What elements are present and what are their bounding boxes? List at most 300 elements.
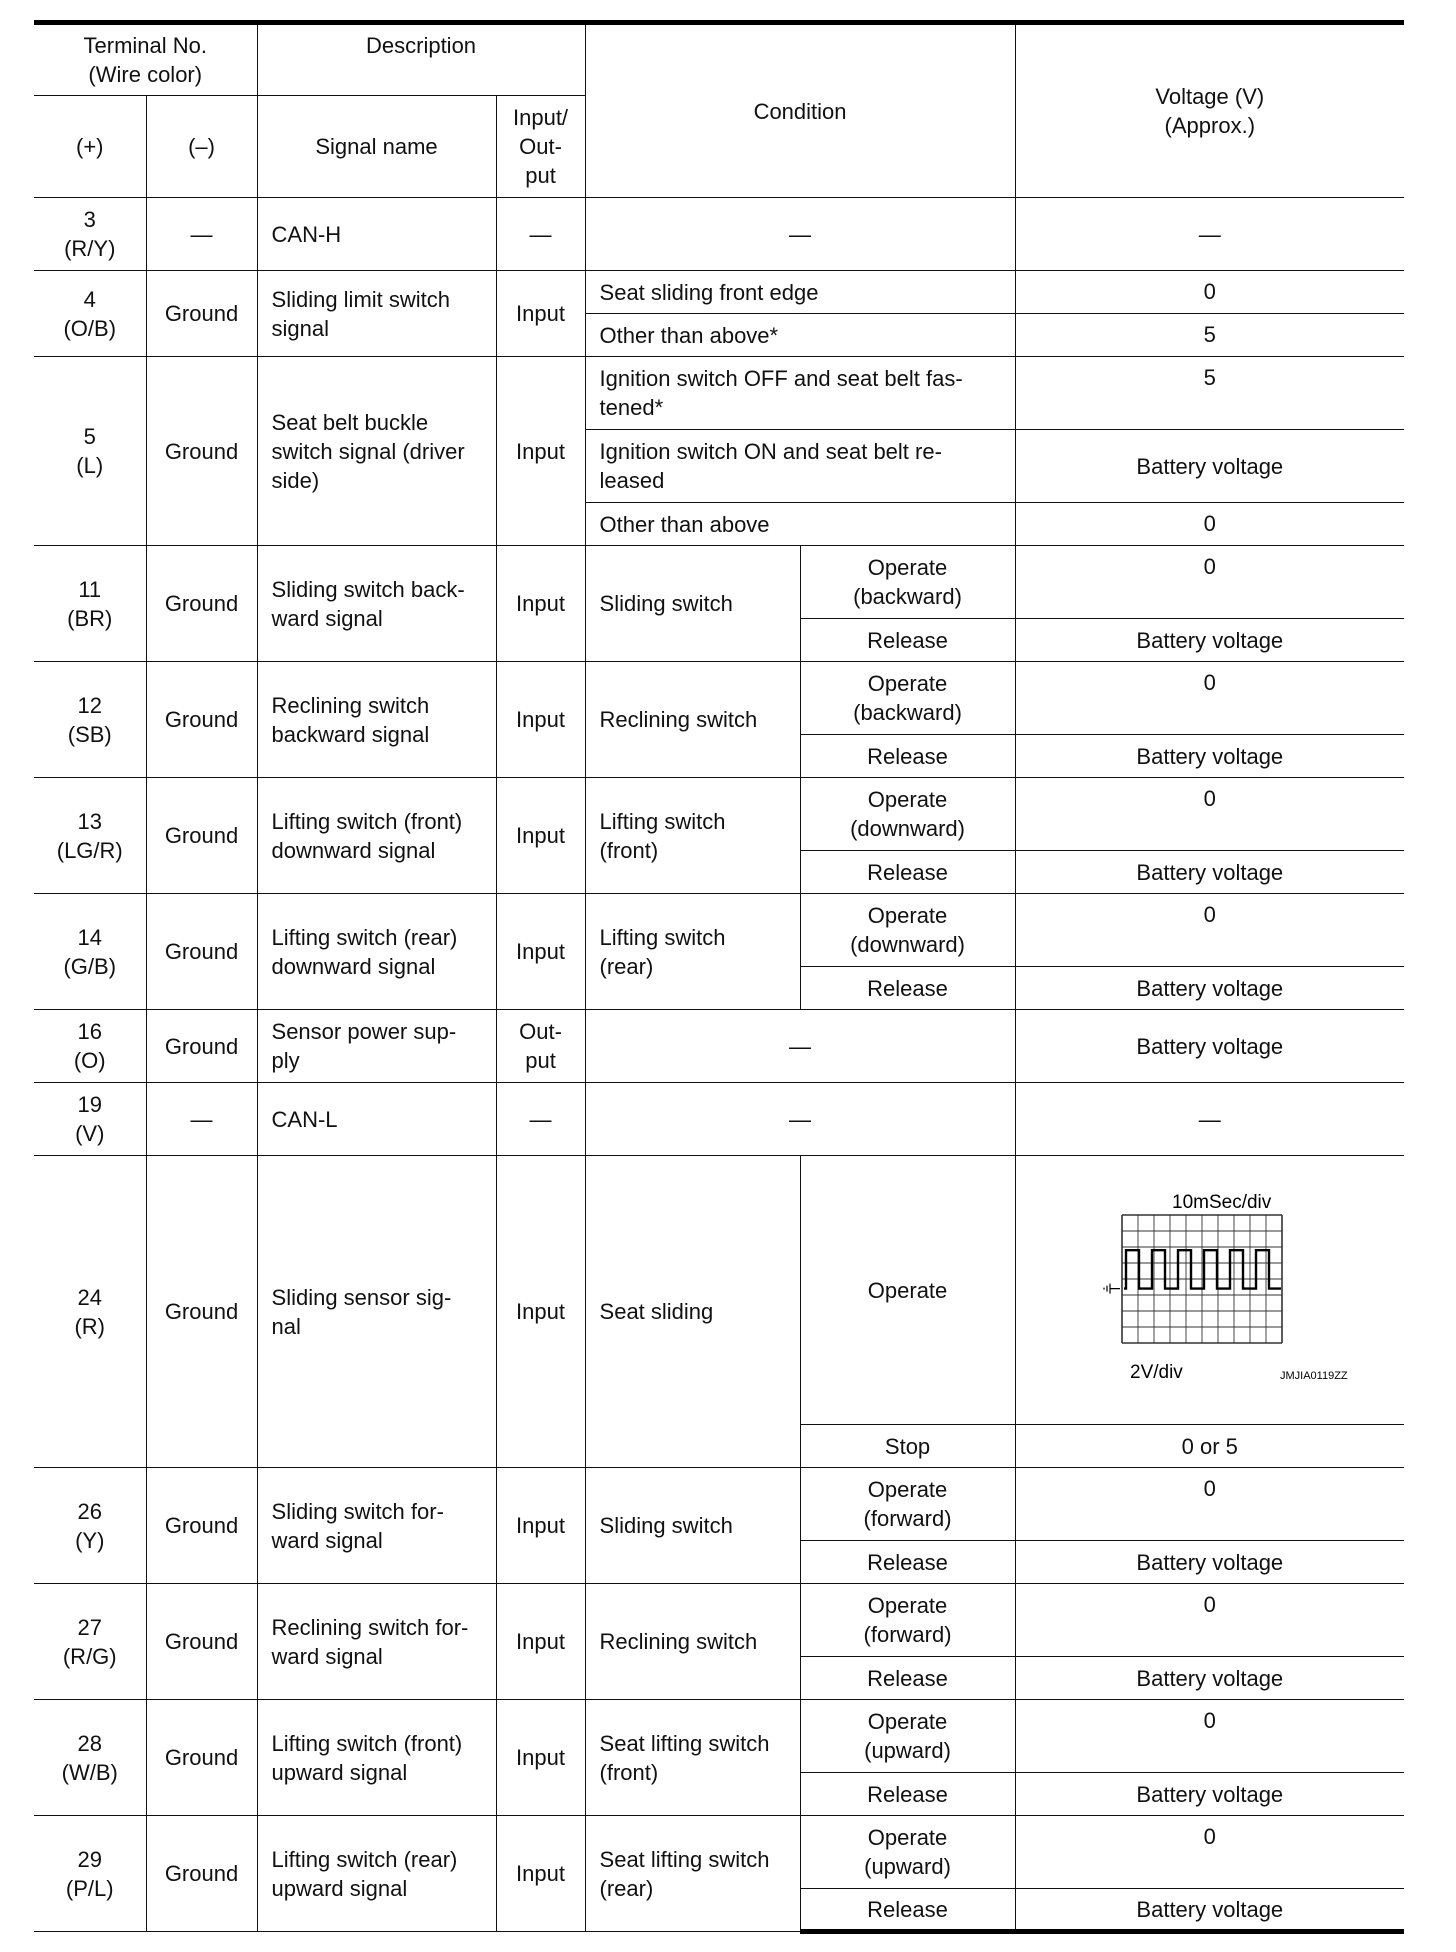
minus-cell [146, 1816, 257, 1932]
io-cell-line: Input [516, 823, 565, 848]
minus-cell-line: Ground [164, 707, 239, 732]
volt-div-label: 2V/div [1129, 1361, 1183, 1383]
header-minus: (–) [146, 96, 257, 198]
signal-name-cell-line: downward signal [271, 837, 436, 863]
condition-cell-line: Seat sliding front edge [599, 279, 819, 305]
condition-cell [585, 1010, 1015, 1083]
terminal-cell-line: (W/B) [61, 1759, 118, 1785]
state-cell-line: Release [867, 859, 948, 885]
voltage-cell [1015, 1816, 1404, 1889]
state-cell [800, 1657, 1015, 1700]
voltage-cell-line: Battery voltage [1136, 1549, 1284, 1575]
state-cell-line: (upward) [864, 1854, 951, 1879]
io-cell-line: Input [516, 1745, 565, 1770]
minus-cell-line: Ground [164, 823, 239, 848]
condition-cell-line: Sliding switch [599, 1513, 733, 1538]
condition-cell-line: Other than above* [599, 322, 779, 348]
condition-cell-line: Sliding switch [599, 591, 733, 616]
header-description: Description [257, 23, 585, 96]
signal-name-cell [257, 271, 496, 357]
voltage-cell-line: 0 [1203, 902, 1216, 927]
condition-cell [585, 1083, 1015, 1156]
condition-cell-line: Ignition switch OFF and seat belt fas- [599, 366, 963, 391]
state-cell-line: (backward) [853, 584, 962, 609]
voltage-cell-line: 0 or 5 [1181, 1433, 1238, 1459]
voltage-cell [1015, 1541, 1404, 1584]
signal-name-cell-line: ply [271, 1048, 300, 1073]
minus-cell-line: — [190, 221, 213, 247]
state-cell [800, 851, 1015, 894]
signal-name-cell-line: ward signal [271, 1643, 383, 1669]
signal-name-cell [257, 1156, 496, 1468]
header-condition: Condition [585, 23, 1015, 198]
minus-cell-line: Ground [164, 591, 239, 616]
state-cell [800, 1773, 1015, 1816]
signal-name-cell-line: Lifting switch (front) [271, 808, 463, 834]
condition-cell [585, 314, 1015, 357]
ground-symbol-icon [1104, 1283, 1120, 1293]
signal-name-cell-line: Seat belt buckle [271, 409, 429, 435]
signal-name-cell-line: ward signal [271, 605, 383, 631]
condition-cell-line: tened* [599, 395, 664, 420]
terminal-cell-line: (BR) [67, 605, 113, 631]
terminal-cell-line: (P/L) [65, 1875, 114, 1901]
terminal-cell [34, 662, 146, 778]
signal-name-cell [257, 1816, 496, 1932]
voltage-cell [1015, 198, 1404, 271]
header-io: Input/ Out- put [496, 96, 585, 198]
voltage-cell [1015, 1425, 1404, 1468]
terminal-cell-line: 14 [77, 924, 102, 950]
io-cell-line: put [525, 1048, 556, 1073]
io-cell-line: Input [516, 1629, 565, 1654]
minus-cell-line: Ground [164, 438, 239, 464]
terminal-cell-line: 28 [77, 1730, 102, 1756]
terminal-cell-line: 29 [77, 1846, 102, 1872]
state-cell-line: Release [867, 627, 948, 653]
io-cell [496, 357, 585, 546]
signal-name-cell-line: upward signal [271, 1875, 408, 1901]
voltage-cell [1015, 1700, 1404, 1773]
voltage-cell-line: 5 [1203, 322, 1216, 347]
table-row [34, 271, 1404, 314]
voltage-cell-line: 0 [1203, 1708, 1216, 1733]
condition-cell [585, 1468, 800, 1584]
voltage-cell [1015, 967, 1404, 1010]
state-cell-line: Release [867, 975, 948, 1001]
table-row [34, 357, 1404, 430]
io-cell-line: Input [516, 707, 565, 732]
minus-cell [146, 1468, 257, 1584]
header-voltage: Voltage (V) (Approx.) [1015, 23, 1404, 198]
io-cell [496, 198, 585, 271]
voltage-cell-line: 0 [1203, 786, 1216, 811]
signal-name-cell-line: switch signal (driver [271, 438, 465, 464]
state-cell-line: Release [867, 743, 948, 769]
io-cell-line: Input [516, 438, 565, 464]
condition-cell [585, 1816, 800, 1932]
terminal-cell-line: (LG/R) [56, 837, 123, 863]
voltage-cell [1015, 778, 1404, 851]
minus-cell [146, 1156, 257, 1468]
state-cell [800, 1700, 1015, 1773]
voltage-cell [1015, 1889, 1404, 1932]
condition-cell [585, 546, 800, 662]
signal-name-cell-line: signal [271, 315, 329, 341]
signal-name-cell-line: Lifting switch (rear) [271, 924, 458, 950]
table-row [34, 1700, 1404, 1773]
signal-name-cell [257, 198, 496, 271]
condition-cell [585, 271, 1015, 314]
voltage-cell [1015, 430, 1404, 503]
state-cell-line: Stop [884, 1433, 931, 1459]
minus-cell [146, 271, 257, 357]
signal-name-cell-line: Sliding sensor sig- [271, 1284, 452, 1310]
voltage-cell [1015, 1010, 1404, 1083]
signal-name-cell [257, 662, 496, 778]
voltage-cell [1015, 357, 1404, 430]
minus-cell-line: — [190, 1106, 213, 1132]
state-cell-line: (backward) [853, 700, 962, 725]
state-cell [800, 778, 1015, 851]
table-row [34, 894, 1404, 967]
terminal-cell [34, 1700, 146, 1816]
signal-name-cell-line: downward signal [271, 953, 436, 979]
state-cell-line: Release [867, 1896, 948, 1922]
signal-name-cell-line: Reclining switch for- [271, 1614, 469, 1640]
header-signal-name: Signal name [257, 96, 496, 198]
io-cell [496, 662, 585, 778]
table-body [34, 198, 1404, 1932]
signal-name-cell [257, 894, 496, 1010]
terminal-cell-line: (O/B) [63, 315, 117, 341]
table-row [34, 1468, 1404, 1541]
table-row [34, 1156, 1404, 1425]
state-cell-line: Release [867, 1665, 948, 1691]
voltage-cell-line: Battery voltage [1136, 453, 1284, 479]
condition-cell-line: Seat lifting switch [599, 1730, 770, 1756]
voltage-cell-line: 0 [1203, 554, 1216, 579]
voltage-cell [1015, 1083, 1404, 1156]
terminal-cell-line: 5 [83, 424, 96, 449]
terminal-cell-line: 4 [83, 286, 96, 312]
voltage-waveform-cell [1015, 1156, 1404, 1425]
io-cell [496, 1010, 585, 1083]
table-row [34, 778, 1404, 851]
terminal-cell [34, 1083, 146, 1156]
minus-cell-line: Ground [164, 939, 239, 964]
signal-name-cell [257, 1083, 496, 1156]
minus-cell [146, 778, 257, 894]
condition-cell-line: (front) [599, 1759, 659, 1785]
terminal-cell-line: 27 [77, 1614, 102, 1640]
table-row [34, 1584, 1404, 1657]
state-cell [800, 967, 1015, 1010]
voltage-cell [1015, 314, 1404, 357]
io-cell [496, 778, 585, 894]
voltage-cell-line: 0 [1203, 1476, 1216, 1501]
waveform-trace [1124, 1250, 1281, 1288]
condition-cell-line: Lifting switch [599, 924, 726, 950]
signal-name-cell-line: CAN-H [271, 221, 342, 247]
voltage-cell [1015, 1584, 1404, 1657]
state-cell-line: Operate [867, 555, 948, 580]
voltage-cell-line: 0 [1203, 1592, 1216, 1617]
signal-name-cell-line: Lifting switch (rear) [271, 1846, 458, 1872]
terminal-cell [34, 271, 146, 357]
condition-cell [585, 198, 1015, 271]
condition-cell [585, 503, 1015, 546]
terminal-cell-line: 24 [77, 1284, 102, 1310]
minus-cell [146, 1584, 257, 1700]
signal-name-cell [257, 546, 496, 662]
state-cell-line: Operate [867, 671, 948, 696]
signal-name-cell [257, 1584, 496, 1700]
voltage-cell [1015, 1468, 1404, 1541]
io-cell [496, 271, 585, 357]
minus-cell-line: Ground [164, 1745, 239, 1770]
terminal-cell-line: 12 [77, 692, 102, 718]
terminal-cell-line: 26 [77, 1498, 102, 1524]
table-row [34, 1010, 1404, 1083]
condition-cell-line: Seat lifting switch [599, 1846, 770, 1872]
terminal-cell-line: 16 [77, 1019, 102, 1044]
io-cell-line: Out- [519, 1019, 562, 1044]
minus-cell [146, 662, 257, 778]
voltage-cell [1015, 735, 1404, 778]
table-row [34, 1083, 1404, 1156]
io-cell [496, 894, 585, 1010]
scope-grid [1122, 1215, 1282, 1343]
minus-cell-line: Ground [164, 1299, 239, 1324]
minus-cell-line: Ground [164, 301, 239, 326]
header-terminal-no: Terminal No. (Wire color) [34, 23, 257, 96]
minus-cell-line: Ground [164, 1629, 239, 1654]
condition-cell [585, 1156, 800, 1468]
state-cell [800, 735, 1015, 778]
state-cell [800, 546, 1015, 619]
signal-name-cell-line: Sliding switch for- [271, 1498, 444, 1524]
state-cell [800, 619, 1015, 662]
terminal-cell-line: (O) [73, 1048, 106, 1073]
io-cell-line: Input [516, 1861, 565, 1886]
state-cell-line: (forward) [863, 1506, 952, 1531]
signal-name-cell-line: nal [271, 1313, 301, 1339]
terminal-cell [34, 894, 146, 1010]
condition-cell [585, 662, 800, 778]
minus-cell [146, 1010, 257, 1083]
minus-cell-line: Ground [164, 1033, 239, 1059]
terminal-cell-line: (G/B) [63, 953, 117, 979]
state-cell [800, 1541, 1015, 1584]
signal-name-cell-line: Reclining switch [271, 692, 430, 718]
state-cell-line: Operate [867, 1477, 948, 1502]
state-cell-line: Release [867, 1781, 948, 1807]
signal-name-cell [257, 1010, 496, 1083]
io-cell-line: Input [516, 591, 565, 616]
condition-cell-line: Reclining switch [599, 707, 758, 732]
signal-name-cell [257, 1700, 496, 1816]
terminal-cell-line: (V) [75, 1121, 105, 1146]
terminal-cell [34, 1816, 146, 1932]
voltage-cell-line: Battery voltage [1136, 627, 1284, 653]
state-cell-line: Operate [867, 1277, 948, 1303]
voltage-cell-line: Battery voltage [1136, 743, 1284, 769]
header-plus: (+) [34, 96, 146, 198]
terminal-cell [34, 546, 146, 662]
terminal-cell-line: (L) [76, 453, 104, 478]
state-cell-line: (forward) [863, 1622, 952, 1647]
time-div-label: 10mSec/div [1171, 1191, 1272, 1213]
condition-cell [585, 357, 1015, 430]
signal-name-cell [257, 1468, 496, 1584]
state-cell-line: Operate [867, 787, 948, 812]
voltage-cell [1015, 851, 1404, 894]
state-cell [800, 1156, 1015, 1425]
voltage-cell [1015, 503, 1404, 546]
condition-cell-line: Lifting switch [599, 808, 726, 834]
minus-cell [146, 1700, 257, 1816]
voltage-cell [1015, 1657, 1404, 1700]
condition-cell [585, 430, 1015, 503]
signal-name-cell-line: CAN-L [271, 1106, 338, 1132]
table-row [34, 546, 1404, 619]
voltage-cell-line: 0 [1203, 1824, 1216, 1849]
state-cell [800, 1468, 1015, 1541]
terminal-cell [34, 198, 146, 271]
io-cell-line: Input [516, 939, 565, 964]
state-cell [800, 1889, 1015, 1932]
io-cell-line: Input [516, 1299, 565, 1324]
voltage-cell-line: Battery voltage [1136, 1896, 1284, 1922]
minus-cell [146, 1083, 257, 1156]
condition-cell-line: — [789, 221, 812, 247]
state-cell [800, 1584, 1015, 1657]
terminal-cell [34, 357, 146, 546]
voltage-cell-line: Battery voltage [1136, 859, 1284, 885]
voltage-cell-line: 0 [1203, 511, 1216, 536]
io-cell [496, 1584, 585, 1700]
io-cell [496, 1083, 585, 1156]
terminal-cell [34, 1584, 146, 1700]
condition-cell-line: Reclining switch [599, 1629, 758, 1654]
voltage-cell [1015, 546, 1404, 619]
oscilloscope-waveform [1080, 1178, 1348, 1403]
table-row [34, 662, 1404, 735]
signal-name-cell-line: side) [271, 467, 320, 493]
voltage-cell-line: Battery voltage [1136, 1033, 1284, 1059]
voltage-cell [1015, 619, 1404, 662]
io-cell [496, 1468, 585, 1584]
terminal-cell-line: 13 [77, 808, 102, 834]
state-cell-line: (downward) [850, 932, 965, 957]
voltage-cell-line: Battery voltage [1136, 975, 1284, 1001]
state-cell-line: Operate [867, 1709, 948, 1734]
terminal-table [34, 20, 1404, 1934]
state-cell [800, 894, 1015, 967]
voltage-cell-line: 0 [1203, 670, 1216, 695]
voltage-cell-line: — [1198, 1106, 1221, 1132]
condition-cell-line: Ignition switch ON and seat belt re- [599, 439, 942, 464]
state-cell [800, 1425, 1015, 1468]
table-row [34, 198, 1404, 271]
terminal-cell [34, 1468, 146, 1584]
voltage-cell [1015, 894, 1404, 967]
condition-cell [585, 894, 800, 1010]
signal-name-cell-line: Lifting switch (front) [271, 1730, 463, 1756]
condition-cell-line: (front) [599, 837, 659, 863]
state-cell-line: Operate [867, 1593, 948, 1618]
io-cell [496, 546, 585, 662]
signal-name-cell-line: Sensor power sup- [271, 1019, 457, 1044]
minus-cell [146, 894, 257, 1010]
terminal-cell-line: 19 [77, 1092, 102, 1117]
terminal-cell-line: (SB) [67, 721, 112, 747]
terminal-cell-line: (R/G) [62, 1643, 117, 1669]
voltage-cell [1015, 662, 1404, 735]
condition-cell [585, 1700, 800, 1816]
voltage-cell-line: 0 [1203, 279, 1216, 304]
io-cell-line: Input [516, 301, 565, 326]
voltage-cell-line: Battery voltage [1136, 1781, 1284, 1807]
terminal-cell-line: 11 [78, 576, 102, 602]
condition-cell [585, 1584, 800, 1700]
minus-cell [146, 546, 257, 662]
condition-cell-line: — [789, 1033, 812, 1059]
signal-name-cell-line: Sliding switch back- [271, 576, 465, 602]
terminal-cell [34, 1010, 146, 1083]
signal-name-cell-line: Sliding limit switch [271, 286, 451, 312]
signal-name-cell-line: backward signal [271, 721, 430, 747]
minus-cell-line: Ground [164, 1861, 239, 1886]
minus-cell-line: Ground [164, 1513, 239, 1538]
signal-name-cell [257, 357, 496, 546]
voltage-cell [1015, 271, 1404, 314]
io-cell-line: Input [516, 1513, 565, 1538]
table-row [34, 1816, 1404, 1889]
voltage-cell-line: — [1198, 221, 1221, 247]
terminal-cell-line: (R/Y) [64, 236, 116, 261]
minus-cell [146, 357, 257, 546]
state-cell-line: (downward) [850, 816, 965, 841]
condition-cell-line: — [789, 1106, 812, 1132]
signal-name-cell-line: ward signal [271, 1527, 383, 1553]
voltage-cell-line: 5 [1203, 365, 1216, 390]
condition-cell-line: (rear) [599, 953, 654, 979]
condition-cell [585, 778, 800, 894]
voltage-cell [1015, 1773, 1404, 1816]
signal-name-cell-line: upward signal [271, 1759, 408, 1785]
terminal-cell-line: 3 [83, 207, 96, 232]
io-cell [496, 1816, 585, 1932]
io-cell [496, 1156, 585, 1468]
terminal-cell-line: (Y) [75, 1527, 105, 1553]
condition-cell-line: leased [599, 468, 665, 493]
io-cell-line: — [529, 1106, 552, 1132]
state-cell-line: Release [867, 1549, 948, 1575]
state-cell-line: (upward) [864, 1738, 951, 1763]
signal-name-cell [257, 778, 496, 894]
state-cell-line: Operate [867, 1825, 948, 1850]
voltage-cell-line: Battery voltage [1136, 1665, 1284, 1691]
terminal-cell [34, 1156, 146, 1468]
terminal-cell [34, 778, 146, 894]
condition-cell-line: Seat sliding [599, 1299, 714, 1324]
minus-cell [146, 198, 257, 271]
io-cell-line: — [529, 221, 552, 247]
condition-cell-line: Other than above [599, 511, 770, 537]
state-cell [800, 662, 1015, 735]
